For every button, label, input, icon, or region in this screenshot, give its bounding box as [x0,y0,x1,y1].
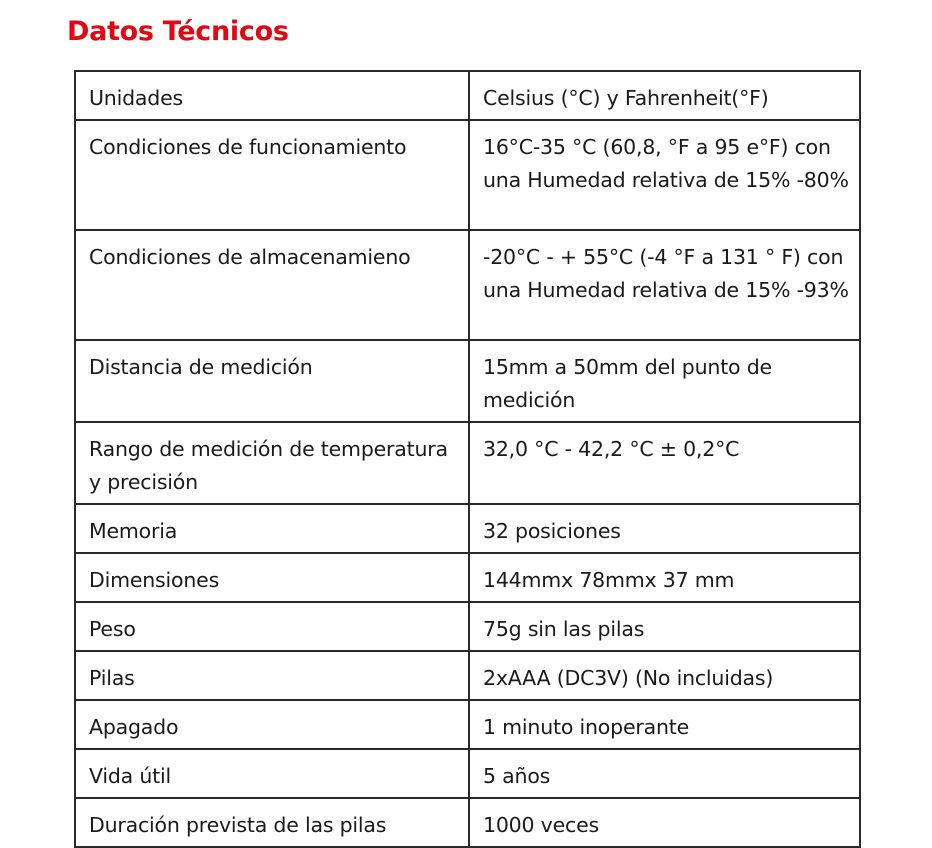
spec-label: Duración prevista de las pilas [75,798,469,847]
spec-value: 144mmx 78mmx 37 mm [469,553,860,602]
spec-label: Condiciones de funcionamiento [75,120,469,230]
page-title: Datos Técnicos [67,16,289,47]
spec-value: 15mm a 50mm del punto de medición [469,340,860,422]
spec-value: 32 posiciones [469,504,860,553]
spec-value: 1000 veces [469,798,860,847]
table-row [75,553,860,602]
spec-value: 32,0 °C - 42,2 °C ± 0,2°C [469,422,860,504]
table-row [75,230,860,340]
spec-label: Memoria [75,504,469,553]
spec-value: 75g sin las pilas [469,602,860,651]
table-row [75,602,860,651]
table-row [75,749,860,798]
table-row [75,120,860,230]
spec-value: 16°C-35 °C (60,8, °F a 95 e°F) con una Humedad relativa de 15% -80% [469,120,860,230]
table-row [75,651,860,700]
specs-table [74,70,861,848]
spec-value: 5 años [469,749,860,798]
spec-value: 2xAAA (DC3V) (No incluidas) [469,651,860,700]
spec-label: Vida útil [75,749,469,798]
spec-label: Peso [75,602,469,651]
table-row [75,422,860,504]
spec-label: Rango de medición de temperatura y precisión [75,422,469,504]
table-row [75,504,860,553]
spec-value: 1 minuto inoperante [469,700,860,749]
spec-label: Condiciones de almacenamieno [75,230,469,340]
table-row [75,340,860,422]
table-row [75,798,860,847]
table-row [75,700,860,749]
spec-label: Apagado [75,700,469,749]
spec-value: Celsius (°C) y Fahrenheit(°F) [469,71,860,120]
spec-label: Unidades [75,71,469,120]
table-row [75,71,860,120]
spec-label: Distancia de medición [75,340,469,422]
spec-label: Dimensiones [75,553,469,602]
spec-label: Pilas [75,651,469,700]
spec-value: -20°C - + 55°C (-4 °F a 131 ° F) con una Humedad relativa de 15% -93% [469,230,860,340]
